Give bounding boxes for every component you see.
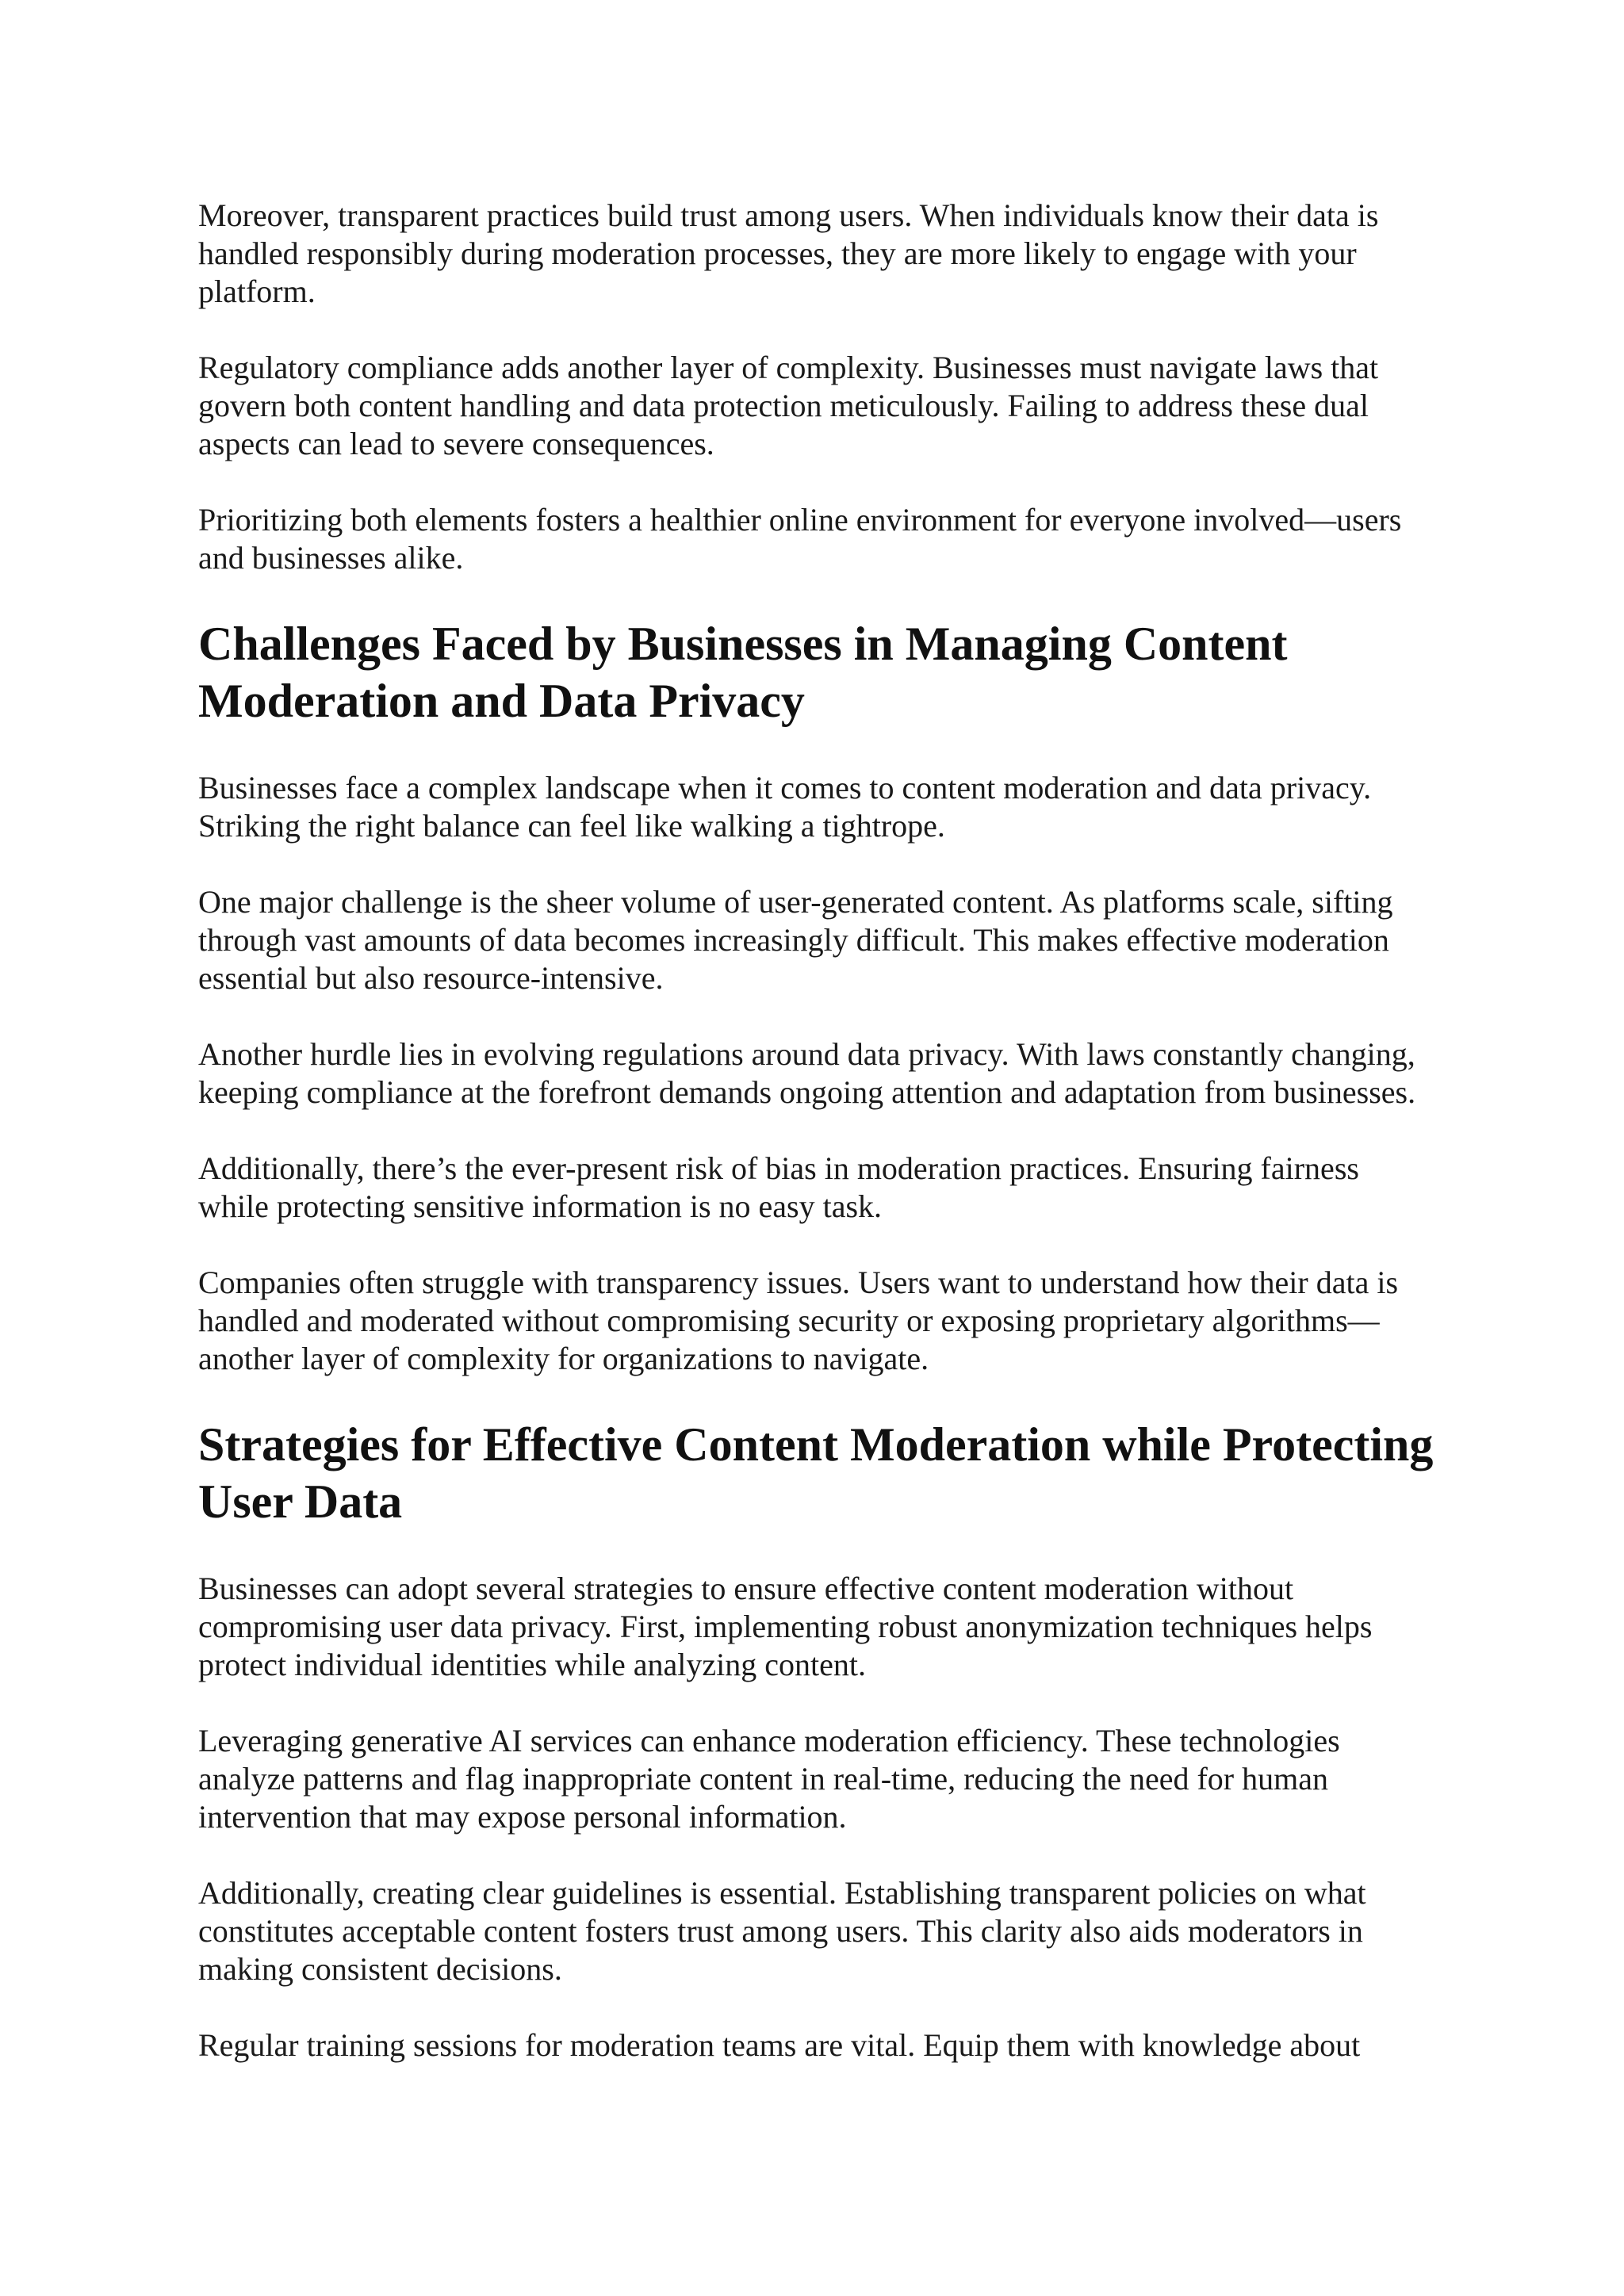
paragraph-generative-ai: Leveraging generative AI services can enhance moderation efficiency. These technologies analyze patterns and flag inappropriate content in real-time, reducing the need for human intervention that may expose personal information.: [198, 1723, 1340, 1835]
heading-challenges: Challenges Faced by Businesses in Managing Content Moderation and Data Privacy: [198, 618, 1288, 727]
paragraph-transparency-issues: Companies often struggle with transparency issues. Users want to understand how their data is handled and moderated without compromising security or exposing proprietary algorithms—another layer of complexity for organizations to navigate.: [198, 1265, 1399, 1376]
paragraph-volume-challenge: One major challenge is the sheer volume of user-generated content. As platforms scale, sifting through vast amounts of data becomes increasingly difficult. This makes effective moderation essential but also resource-intensive.: [198, 884, 1393, 996]
paragraph-transparent-practices: Moreover, transparent practices build trust among users. When individuals know their data is handled responsibly during moderation processes, they are more likely to engage with your platform.: [198, 197, 1379, 309]
paragraph-prioritizing-elements: Prioritizing both elements fosters a healthier online environment for everyone involved—users and businesses alike.: [198, 502, 1402, 576]
document-body: [198, 197, 1435, 2064]
paragraph-regulatory-compliance: Regulatory compliance adds another layer of complexity. Businesses must navigate laws that govern both content handling and data protection meticulously. Failing to address these dual aspects can lead to severe consequences.: [198, 350, 1379, 461]
paragraph-evolving-regulations: Another hurdle lies in evolving regulations around data privacy. With laws constantly changing, keeping compliance at the forefront demands ongoing attention and adaptation from businesses.: [198, 1036, 1416, 1110]
paragraph-anonymization: Businesses can adopt several strategies to ensure effective content moderation without compromising user data privacy. First, implementing robust anonymization techniques helps protect individual identities while analyzing content.: [198, 1571, 1373, 1682]
paragraph-bias-risk: Additionally, there’s the ever-present risk of bias in moderation practices. Ensuring fairness while protecting sensitive information is no easy task.: [198, 1150, 1359, 1224]
paragraph-training-sessions: Regular training sessions for moderation teams are vital. Equip them with knowledge about: [198, 2027, 1361, 2063]
heading-strategies: Strategies for Effective Content Moderation while Protecting User Data: [198, 1418, 1434, 1528]
paragraph-clear-guidelines: Additionally, creating clear guidelines is essential. Establishing transparent policies on what constitutes acceptable content fosters trust among users. This clarity also aids moderators in making consistent decisions.: [198, 1875, 1366, 1987]
paragraph-complex-landscape: Businesses face a complex landscape when it comes to content moderation and data privacy. Striking the right balance can feel like walking a tightrope.: [198, 770, 1372, 844]
